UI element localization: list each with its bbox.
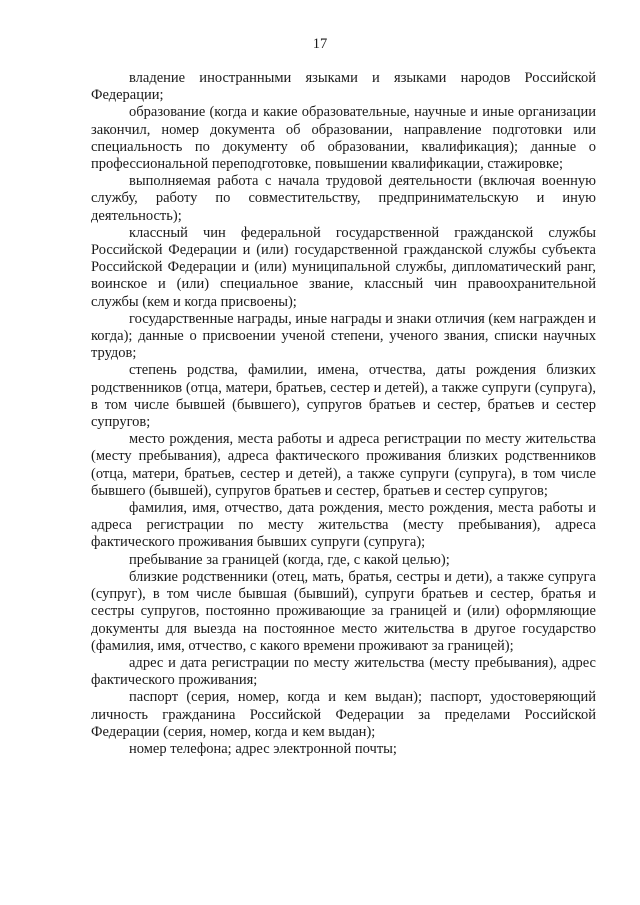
list-item-work-history: выполняемая работа с начала трудовой деятельности (включая военную службу, работу по совместительству, предпринимательскую и иную деятельность); [91,173,596,224]
list-item-class-rank: классный чин федеральной государственной гражданской службы Российской Федерации и (или) государственной гражданской службы субъекта Российской Федерации и (или) муниципальной службы, дипломатический ранг, воинское и (или) специальное звание, классный чин правоохранительной службы (кем и когда присвоены); [91,224,596,310]
list-item-foreign-languages: владение иностранными языками и языками народов Российской Федерации; [91,70,596,104]
page-number: 17 [312,36,328,52]
list-item-contacts: номер телефона; адрес электронной почты; [129,740,397,757]
list-item-relatives-addresses: место рождения, места работы и адреса регистрации по месту жительства (месту пребывания), адреса фактического проживания близких родственников (отца, матери, братьев, сестер и детей), а также супруги (супруга), в том числе бывшего (бывшей), супругов братьев и сестер, братьев и сестер супругов; [91,431,596,499]
list-item-education: образование (когда и какие образовательные, научные и иные организации закончил, номер документа об образовании, направление подготовки или специальность по документу об образовании, квалификация); данные о профессиональной переподготовке, повышении квалификации, стажировке; [91,104,596,173]
document-body [91,70,596,758]
list-item-abroad-stay: пребывание за границей (когда, где, с какой целью); [129,551,450,568]
list-item-awards: государственные награды, иные награды и знаки отличия (кем награжден и когда); данные о присвоении ученой степени, ученого звания, списки научных трудов; [91,310,596,362]
list-item-registration-address: адрес и дата регистрации по месту жительства (месту пребывания), адрес фактического проживания; [91,654,596,689]
list-item-former-spouse: фамилия, имя, отчество, дата рождения, место рождения, места работы и адреса регистрации по месту жительства (месту пребывания), адреса фактического проживания бывших супруги (супруга); [91,500,596,551]
list-item-relatives: степень родства, фамилии, имена, отчества, даты рождения близких родственников (отца, матери, братьев, сестер и детей), а также супруги (супруга), в том числе бывшей (бывшего), супругов братьев и сестер, братьев и сестер супругов; [91,362,596,431]
list-item-relatives-abroad: близкие родственники (отец, мать, братья, сестры и дети), а также супруга (супруг), в том числе бывшая (бывший), супруги братьев и сестер, братья и сестры супругов, постоянно проживающие за границей и (или) оформляющие документы для выезда на постоянное место жительства в другое государство (фамилия, имя, отчество, с какого времени проживают за границей); [91,568,596,654]
list-item-passport: паспорт (серия, номер, когда и кем выдан); паспорт, удостоверяющий личность гражданина Российской Федерации за пределами Российской Федерации (серия, номер, когда и кем выдан); [91,689,596,740]
